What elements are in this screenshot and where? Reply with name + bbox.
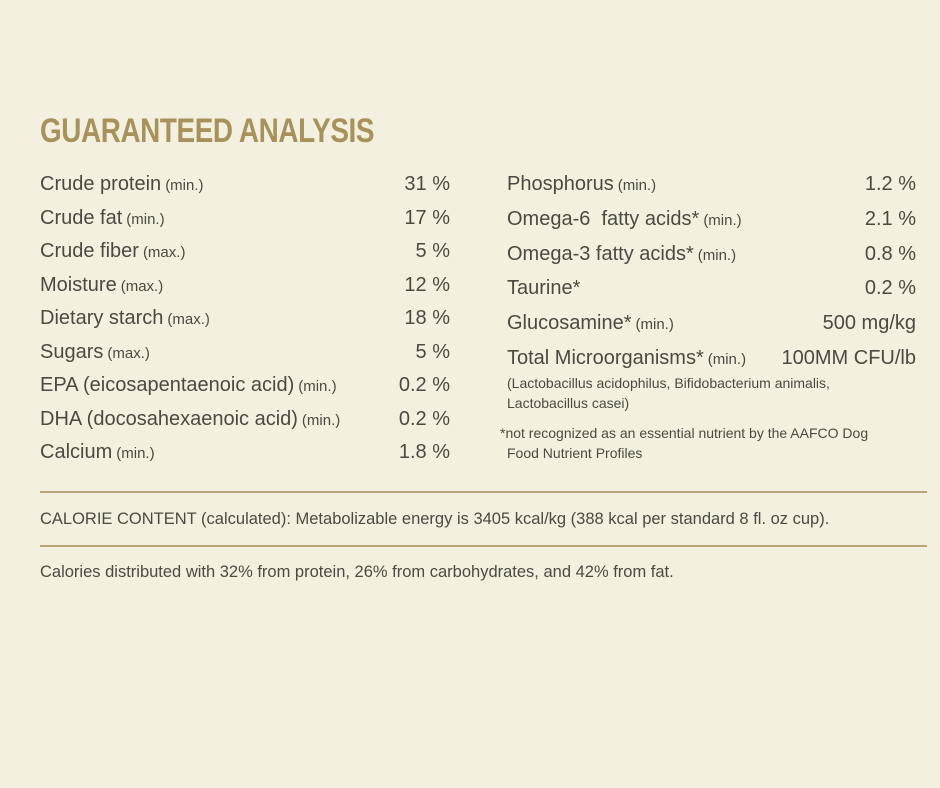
nutrient-value: 18 % [404, 307, 450, 329]
nutrient-name: Moisture [40, 273, 117, 296]
microorganisms-note [507, 373, 907, 413]
nutrient-name: Crude fiber [40, 240, 139, 262]
page-title: GUARANTEED ANALYSIS [40, 112, 375, 150]
nutrient-qualifier: (min.) [301, 411, 341, 429]
nutrient-value: 0.2 % [398, 374, 450, 396]
nutrient-value: 0.2 % [398, 407, 450, 430]
nutrient-value: 17 % [404, 206, 450, 229]
nutrient-row [507, 274, 916, 309]
calorie-distribution: Calories distributed with 32% from protein, 26% from carbohydrates, and 42% from fat. [40, 563, 674, 581]
nutrient-qualifier: (min.) [126, 210, 165, 228]
nutrient-qualifier: (max.) [142, 244, 186, 261]
nutrient-name: Omega-3 fatty acids* [507, 242, 694, 265]
microorganisms-note-line: (Lactobacillus acidophilus, Bifidobacterium animalis, [507, 374, 830, 391]
divider [40, 491, 927, 493]
nutrient-qualifier: (max.) [107, 344, 150, 362]
divider [40, 545, 927, 547]
nutrient-row [40, 170, 450, 204]
nutrient-name: Taurine* [507, 277, 581, 300]
nutrient-row [40, 304, 450, 338]
nutrient-qualifier: (min.) [703, 211, 742, 229]
nutrient-name: Crude fat [40, 206, 123, 229]
nutrient-row [40, 438, 450, 472]
nutrient-qualifier: (max.) [167, 311, 210, 328]
nutrient-name: Omega-6 fatty acids* [507, 207, 700, 230]
nutrient-row [507, 205, 916, 240]
nutrient-value: 1.8 % [398, 441, 450, 463]
nutrient-value: 0.2 % [864, 277, 916, 300]
nutrient-value: 0.8 % [864, 242, 916, 265]
nutrient-row [40, 371, 450, 405]
nutrient-qualifier: (min.) [165, 177, 204, 194]
footnote [500, 423, 920, 463]
nutrient-value: 2.1 % [864, 207, 916, 230]
nutrient-qualifier: (min.) [697, 246, 737, 264]
nutrient-name: Phosphorus [507, 173, 614, 195]
nutrient-qualifier: (min.) [617, 177, 657, 194]
nutrient-name: Glucosamine* [507, 312, 632, 335]
nutrient-value: 1.2 % [864, 173, 916, 195]
nutrient-qualifier: (min.) [298, 378, 337, 395]
nutrient-qualifier: (max.) [120, 277, 164, 295]
nutrient-value: 5 % [415, 240, 450, 262]
nutrient-name: Dietary starch [40, 307, 164, 329]
nutrient-row [507, 309, 916, 344]
calorie-content: CALORIE CONTENT (calculated): Metabolizable energy is 3405 kcal/kg (388 kcal per standard 8 fl. oz cup). [40, 510, 830, 528]
nutrient-value: 500 mg/kg [822, 312, 916, 335]
nutrient-row [507, 170, 916, 205]
nutrient-name: Sugars [40, 340, 104, 363]
nutrient-name: Calcium [40, 441, 113, 463]
nutrient-name: DHA (docosahexaenoic acid) [40, 407, 298, 430]
nutrient-list-right [500, 170, 916, 463]
nutrient-qualifier: (min.) [707, 350, 747, 368]
footnote-line: *not recognized as an essential nutrient by the AAFCO Dog [500, 424, 869, 441]
nutrient-name: Crude protein [40, 173, 162, 195]
nutrient-list-left [40, 170, 450, 472]
nutrient-row [40, 405, 450, 439]
nutrient-value: 12 % [404, 273, 450, 296]
nutrient-qualifier: (min.) [635, 316, 674, 334]
nutrient-name: Total Microorganisms* [507, 346, 704, 369]
nutrient-row [40, 204, 450, 238]
microorganisms-note-line: Lactobacillus casei) [507, 394, 630, 411]
nutrient-row [40, 271, 450, 305]
nutrient-row [40, 338, 450, 372]
nutrient-row [40, 237, 450, 271]
nutrient-name: EPA (eicosapentaenoic acid) [40, 374, 295, 396]
nutrient-value: 31 % [404, 173, 450, 195]
nutrient-qualifier: (min.) [116, 445, 155, 462]
nutrient-value: 5 % [415, 340, 450, 363]
nutrient-value: 100MM CFU/lb [781, 346, 916, 369]
footnote-line: Food Nutrient Profiles [507, 444, 643, 461]
nutrient-row [507, 240, 916, 275]
